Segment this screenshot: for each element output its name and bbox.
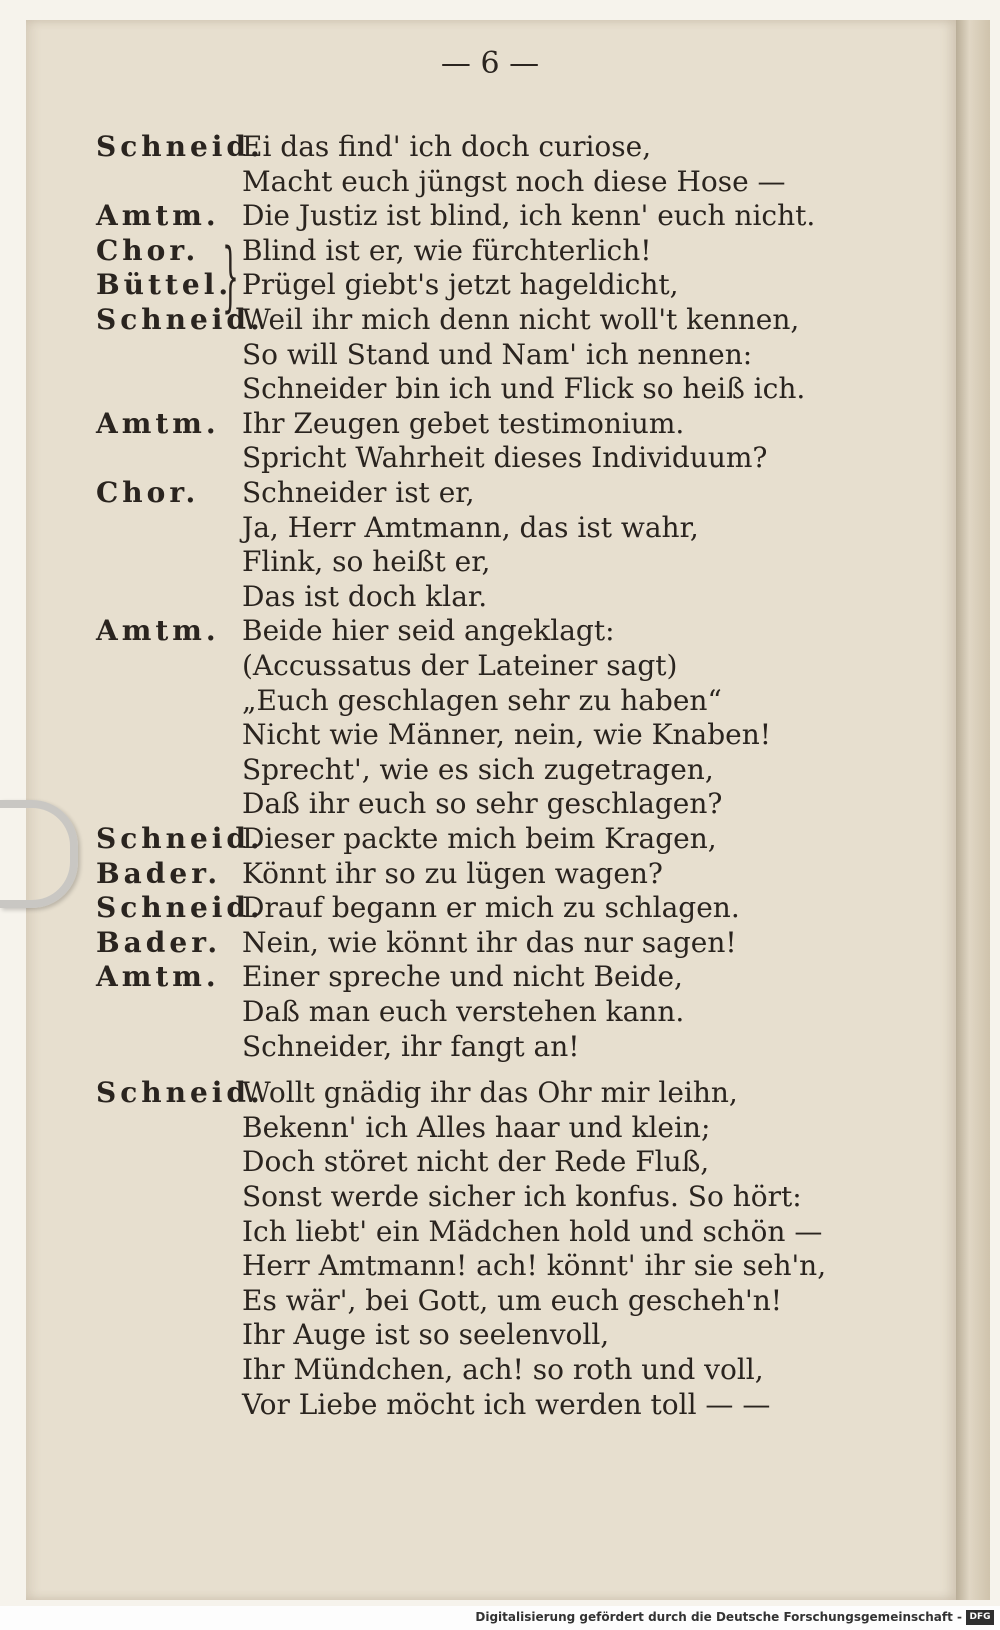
dialogue-line bbox=[0, 684, 900, 718]
line-text: Schneider bin ich und Flick so heiß ich. bbox=[242, 372, 806, 406]
dialogue-line bbox=[0, 1249, 900, 1283]
dialogue-line bbox=[0, 891, 900, 925]
dialogue-line bbox=[0, 476, 900, 510]
line-text: Wollt gnädig ihr das Ohr mir leihn, bbox=[242, 1076, 738, 1110]
line-text: Blind ist er, wie fürchterlich! bbox=[242, 233, 652, 267]
line-text: Ja, Herr Amtmann, das ist wahr, bbox=[242, 510, 699, 544]
dialogue-line bbox=[0, 995, 900, 1029]
dialogue-line bbox=[0, 1388, 900, 1422]
line-text: So will Stand und Nam' ich nennen: bbox=[242, 337, 753, 371]
speaker-name: Schneid. bbox=[96, 1076, 264, 1110]
dialogue-line bbox=[0, 303, 900, 337]
dialogue-line bbox=[0, 407, 900, 441]
speaker-name: Bader. bbox=[96, 856, 222, 890]
speaker-name: Chor. bbox=[96, 476, 200, 509]
line-text: Drauf begann er mich zu schlagen. bbox=[242, 891, 740, 925]
dialogue-line bbox=[0, 753, 900, 787]
dialogue-line bbox=[0, 234, 900, 268]
speaker-name: Amtm. bbox=[96, 406, 220, 440]
line-text: Schneider, ihr fangt an! bbox=[242, 1029, 580, 1063]
dialogue-line bbox=[0, 718, 900, 752]
dialogue-line bbox=[0, 787, 900, 821]
dialogue-line bbox=[0, 545, 900, 579]
line-text: Die Justiz ist blind, ich kenn' euch nicht. bbox=[242, 199, 816, 233]
dialogue-line bbox=[0, 199, 900, 233]
dialogue-line bbox=[0, 857, 900, 891]
line-text: Einer spreche und nicht Beide, bbox=[242, 960, 683, 994]
dialogue-line bbox=[0, 338, 900, 372]
speaker-name: Bader. bbox=[96, 925, 222, 959]
dialogue-line bbox=[0, 614, 900, 648]
dialogue-line bbox=[0, 1030, 900, 1064]
line-text: Sonst werde sicher ich konfus. So hört: bbox=[242, 1180, 802, 1213]
page-edge bbox=[956, 20, 990, 1600]
dialogue-line bbox=[0, 960, 900, 994]
line-text: Macht euch jüngst noch diese Hose — bbox=[242, 164, 786, 198]
dialogue-line bbox=[0, 268, 900, 302]
line-text: Spricht Wahrheit dieses Individuum? bbox=[242, 441, 768, 475]
dialogue-line bbox=[0, 1318, 900, 1352]
speaker-name: Schneid. bbox=[96, 891, 264, 925]
speaker-name: Amtm. bbox=[96, 960, 220, 994]
dialogue-line bbox=[0, 1076, 900, 1110]
speaker-name: Schneid. bbox=[96, 303, 264, 336]
line-text: Nein, wie könnt ihr das nur sagen! bbox=[242, 925, 737, 959]
line-text: Ei das find' ich doch curiose, bbox=[242, 130, 652, 163]
line-text: Nicht wie Männer, nein, wie Knaben! bbox=[242, 718, 772, 752]
line-text: Beide hier seid angeklagt: bbox=[242, 614, 615, 648]
dialogue-line bbox=[0, 1353, 900, 1387]
line-text: Vor Liebe möcht ich werden toll — — bbox=[242, 1387, 771, 1421]
line-text: Daß man euch verstehen kann. bbox=[242, 995, 685, 1028]
dialogue-line bbox=[0, 1145, 900, 1179]
speaker-name: Büttel. bbox=[96, 268, 233, 302]
line-text: Ihr Mündchen, ach! so roth und voll, bbox=[242, 1353, 764, 1386]
line-text: Ihr Auge ist so seelenvoll, bbox=[242, 1318, 610, 1352]
dfg-logo: DFG bbox=[966, 1610, 994, 1625]
line-text: „Euch geschlagen sehr zu haben“ bbox=[242, 683, 722, 717]
line-text: Dieser packte mich beim Kragen, bbox=[242, 822, 717, 855]
speaker-name: Schneid. bbox=[96, 130, 264, 163]
dialogue-line bbox=[0, 511, 900, 545]
line-text: (Accussatus der Lateiner sagt) bbox=[242, 649, 678, 682]
dialogue-line bbox=[0, 926, 900, 960]
dialogue-line bbox=[0, 1215, 900, 1249]
dialogue-line bbox=[0, 1284, 900, 1318]
speaker-name: Amtm. bbox=[96, 199, 220, 233]
line-text: Herr Amtmann! ach! könnt' ihr sie seh'n, bbox=[242, 1249, 827, 1283]
dialogue-line bbox=[0, 1111, 900, 1145]
speaker-name: Chor. bbox=[96, 233, 200, 267]
dialogue-line bbox=[0, 649, 900, 683]
speaker-name: Amtm. bbox=[96, 614, 220, 648]
line-text: Ich liebt' ein Mädchen hold und schön — bbox=[242, 1214, 823, 1248]
line-text: Bekenn' ich Alles haar und klein; bbox=[242, 1110, 711, 1144]
line-text: Sprecht', wie es sich zugetragen, bbox=[242, 752, 714, 786]
page-number: — 6 — bbox=[440, 46, 540, 81]
line-text: Weil ihr mich denn nicht woll't kennen, bbox=[242, 303, 800, 336]
dialogue-line bbox=[0, 441, 900, 475]
speaker-brace: } bbox=[222, 231, 239, 320]
dialogue-line bbox=[0, 580, 900, 614]
dialogue-line bbox=[0, 822, 900, 856]
line-text: Könnt ihr so zu lügen wagen? bbox=[242, 856, 663, 890]
line-text: Das ist doch klar. bbox=[242, 579, 488, 613]
line-text: Schneider ist er, bbox=[242, 476, 475, 509]
speaker-name: Schneid. bbox=[96, 822, 264, 855]
line-text: Prügel giebt's jetzt hageldicht, bbox=[242, 268, 679, 302]
footer-credit: Digitalisierung gefördert durch die Deutsche Forschungsgemeinschaft - bbox=[475, 1610, 962, 1624]
line-text: Doch störet nicht der Rede Fluß, bbox=[242, 1145, 710, 1179]
line-text: Es wär', bei Gott, um euch gescheh'n! bbox=[242, 1283, 782, 1317]
line-text: Ihr Zeugen gebet testimonium. bbox=[242, 406, 685, 440]
footer-bar bbox=[0, 1606, 1000, 1630]
dialogue-line bbox=[0, 372, 900, 406]
dialogue-line bbox=[0, 165, 900, 199]
dialogue-line bbox=[0, 130, 900, 164]
dialogue-line bbox=[0, 1180, 900, 1214]
line-text: Flink, so heißt er, bbox=[242, 545, 491, 579]
line-text: Daß ihr euch so sehr geschlagen? bbox=[242, 787, 723, 821]
